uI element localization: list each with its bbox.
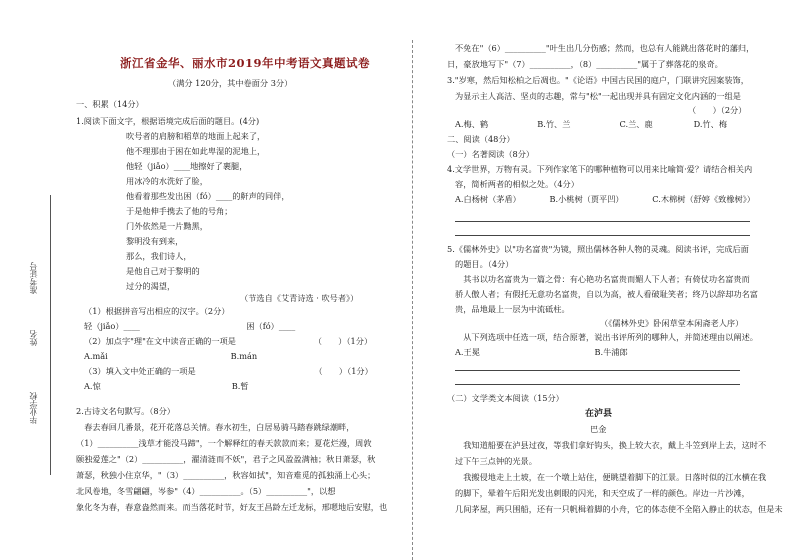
poem-line: 吹号者的肩膀和稻草的地面上起来了， xyxy=(126,131,266,141)
poem-line: 他不理那由于困在如此卑湿的泥地上， xyxy=(126,146,266,156)
question-3-cont: 为显示主人高洁、坚贞的志趣，常与"松"一起出现并具有固定文化内涵的一组是 xyxy=(455,91,741,101)
question-1-3-options: A.惊 B.暂 xyxy=(84,381,249,391)
section-2-1-heading: （一）名著阅读（8分） xyxy=(447,149,535,159)
poem-line: 他看着那些发出困（fó）____的鼾声的同伴， xyxy=(126,191,290,201)
question-1: 1.阅读下面文字，根据语境完成后面的题目。(4分) xyxy=(76,116,260,126)
answer-line[interactable] xyxy=(455,370,740,371)
essay-line: 几间茅屋，两只围船，还有一只帆楫着脚的小舟，它的体态使不全陷入静止的状态，但是未 xyxy=(455,504,783,514)
page-subtitle: （满分 120分，其中卷面分 3分） xyxy=(168,78,293,88)
binding-name: 姓名 xyxy=(29,330,38,346)
question-1-2-options: A.mǎi B.mán xyxy=(84,351,258,361)
question-3-score: （ ）（2分） xyxy=(688,105,747,115)
poem-line: 是他自己对于黎明的 xyxy=(126,266,200,276)
answer-line[interactable] xyxy=(455,235,750,236)
question-4: 4.文学世界，万物有灵。下列作家笔下的哪种植物可以用来比喻简·爱？请结合相关内 xyxy=(447,164,753,174)
poem-line: 用冰冷的水洗好了脸， xyxy=(126,176,208,186)
poem-line: 黎明没有到来， xyxy=(126,236,184,246)
text-line: 不免在"（6）__________"叶生出几分伤感；然而，也总有人能跳出落花时的藩归， xyxy=(455,43,755,53)
section-1-heading: 一、积累（14分） xyxy=(76,99,144,109)
question-4-cont: 容，简析两者的相似之处。（4分） xyxy=(455,179,579,189)
poem-line: 那么，我们诗人， xyxy=(126,251,192,261)
essay-line: 的脚下，晕着午后阳光发出刺眼的闪光，和天空成了一样的颜色。岸边一片沙滩， xyxy=(455,488,750,498)
paragraph-line: 春去春回几番景，花开花落总关情。春水初生，白居易骑马踏春跳绿潮畔， xyxy=(76,422,355,432)
paragraph-line: 象化冬为春，春意盎然而来。而当落花时节，好友王昌龄左迁龙标，邢嗯地后安慰，也 xyxy=(76,502,388,512)
critique-line: 贵，品地最上一层为中流砥柱。 xyxy=(455,304,570,314)
text-line: 日，豪放地写下"（7）__________，（8）__________"属于了葬落花的泉奇。 xyxy=(447,59,723,69)
poem-line: 于是他伸手携去了他的号角； xyxy=(126,206,233,216)
question-5-instruction: 从下列选项中任选一项，结合原著，说出书评所列的哪种人，并简述理由以阐述。 xyxy=(455,332,758,342)
page-title: 浙江省金华、丽水市2019年中考语文真题试卷 xyxy=(120,56,371,70)
essay-line: 过下午三点钟的光景。 xyxy=(455,456,537,466)
column-divider xyxy=(412,40,413,560)
question-1-2: （2）加点字"理"在文中读音正确的一项是 （ ）（1分） xyxy=(84,336,373,346)
poem-line: 过分的渴望， xyxy=(126,281,176,291)
question-5-options: A.王冕 B.牛浦郎 xyxy=(455,347,628,357)
paragraph-line: 北风卷地，冬雪翩翩，岑参"（4）__________。（5）__________"，以想 xyxy=(76,486,336,496)
essay-line: 我搬侵地走上土坡，在一个墩上站住，便眺望着脚下的江景。日落时似的江水横在我 xyxy=(455,472,767,482)
poem-line: 门外依然是一片黝黑， xyxy=(126,221,208,231)
paragraph-line: 萧瑟，秋独小住京华，"（3）__________，秋容如拭"，知音难觅的孤独涌上心头； xyxy=(76,470,376,480)
critique-line: 其书以功名富贵为一篇之骨：有心艳功名富贵而媚人下人者；有倚仗功名富贵而 xyxy=(455,274,750,284)
question-1-1: （1）根据拼音写出相应的汉字。（2分） xyxy=(84,306,230,316)
essay-line: 我知道船要在泸县过夜，等我们拿好钩头，换上较大衣，戴上斗笠到岸上去，这时不 xyxy=(455,440,767,450)
binding-line xyxy=(50,195,51,475)
poem-line: 他轻（jiǎo）____地擦好了裹腿， xyxy=(126,161,248,171)
paragraph-line: 颐独爱莲之"（2）__________，濯清涟而不妖"，君子之风盈盈满袖；秋日萧瑟，秋 xyxy=(76,454,376,464)
critique-line: 骄人傲人者；有假托无意功名富贵，自以为高，被人看破耻笑者；终乃以辞却功名富 xyxy=(455,289,758,299)
answer-line[interactable] xyxy=(455,384,740,385)
critique-source: （《儒林外史》卧闲草堂本闲斋老人序） xyxy=(600,318,744,328)
question-2: 2.古诗文名句默写。（8分） xyxy=(76,406,175,416)
binding-school: 毕业学校 xyxy=(29,392,38,424)
answer-line[interactable] xyxy=(455,221,750,222)
question-5-cont: 的题目。（4分） xyxy=(455,259,514,269)
question-3-options: A.梅、鹤 B.竹、兰 C.兰、鹿 D.竹、梅 xyxy=(455,119,728,129)
section-2-2-heading: （二）文学类文本阅读（15分） xyxy=(447,393,564,403)
question-1-3: （3）填入文中处正确的一项是 （ ）（1分） xyxy=(84,366,373,376)
binding-kaohao: 准考证号 xyxy=(29,262,38,294)
question-1-1-blanks: 轻（jiǎo）____ 困（fó）____ xyxy=(84,321,296,331)
paragraph-line: （1）__________浅草才能没马蹄"，一个解释红的春天款款而来；夏花烂漫，周敦 xyxy=(76,438,372,448)
essay-title: 在泸县 xyxy=(585,409,613,419)
question-4-options: A.白杨树（茅盾） B.小桃树（贾平凹） C.木棉树（舒婷《致橡树》） xyxy=(455,194,755,204)
poem-source: （节选自《艾青诗选 · 吹号者》） xyxy=(240,293,359,303)
essay-author: 巴金 xyxy=(590,424,607,434)
question-5: 5.《儒林外史》以"功名富贵"为镜，照出儒林各种人物的灵魂。阅读书评，完成后面 xyxy=(447,244,749,254)
section-2-heading: 二、阅读（48分） xyxy=(447,134,515,144)
question-3: 3."岁寒，然后知松柏之后凋也。"《论语》中国古民国的庭户，门联讲究因案装饰， xyxy=(447,75,749,85)
